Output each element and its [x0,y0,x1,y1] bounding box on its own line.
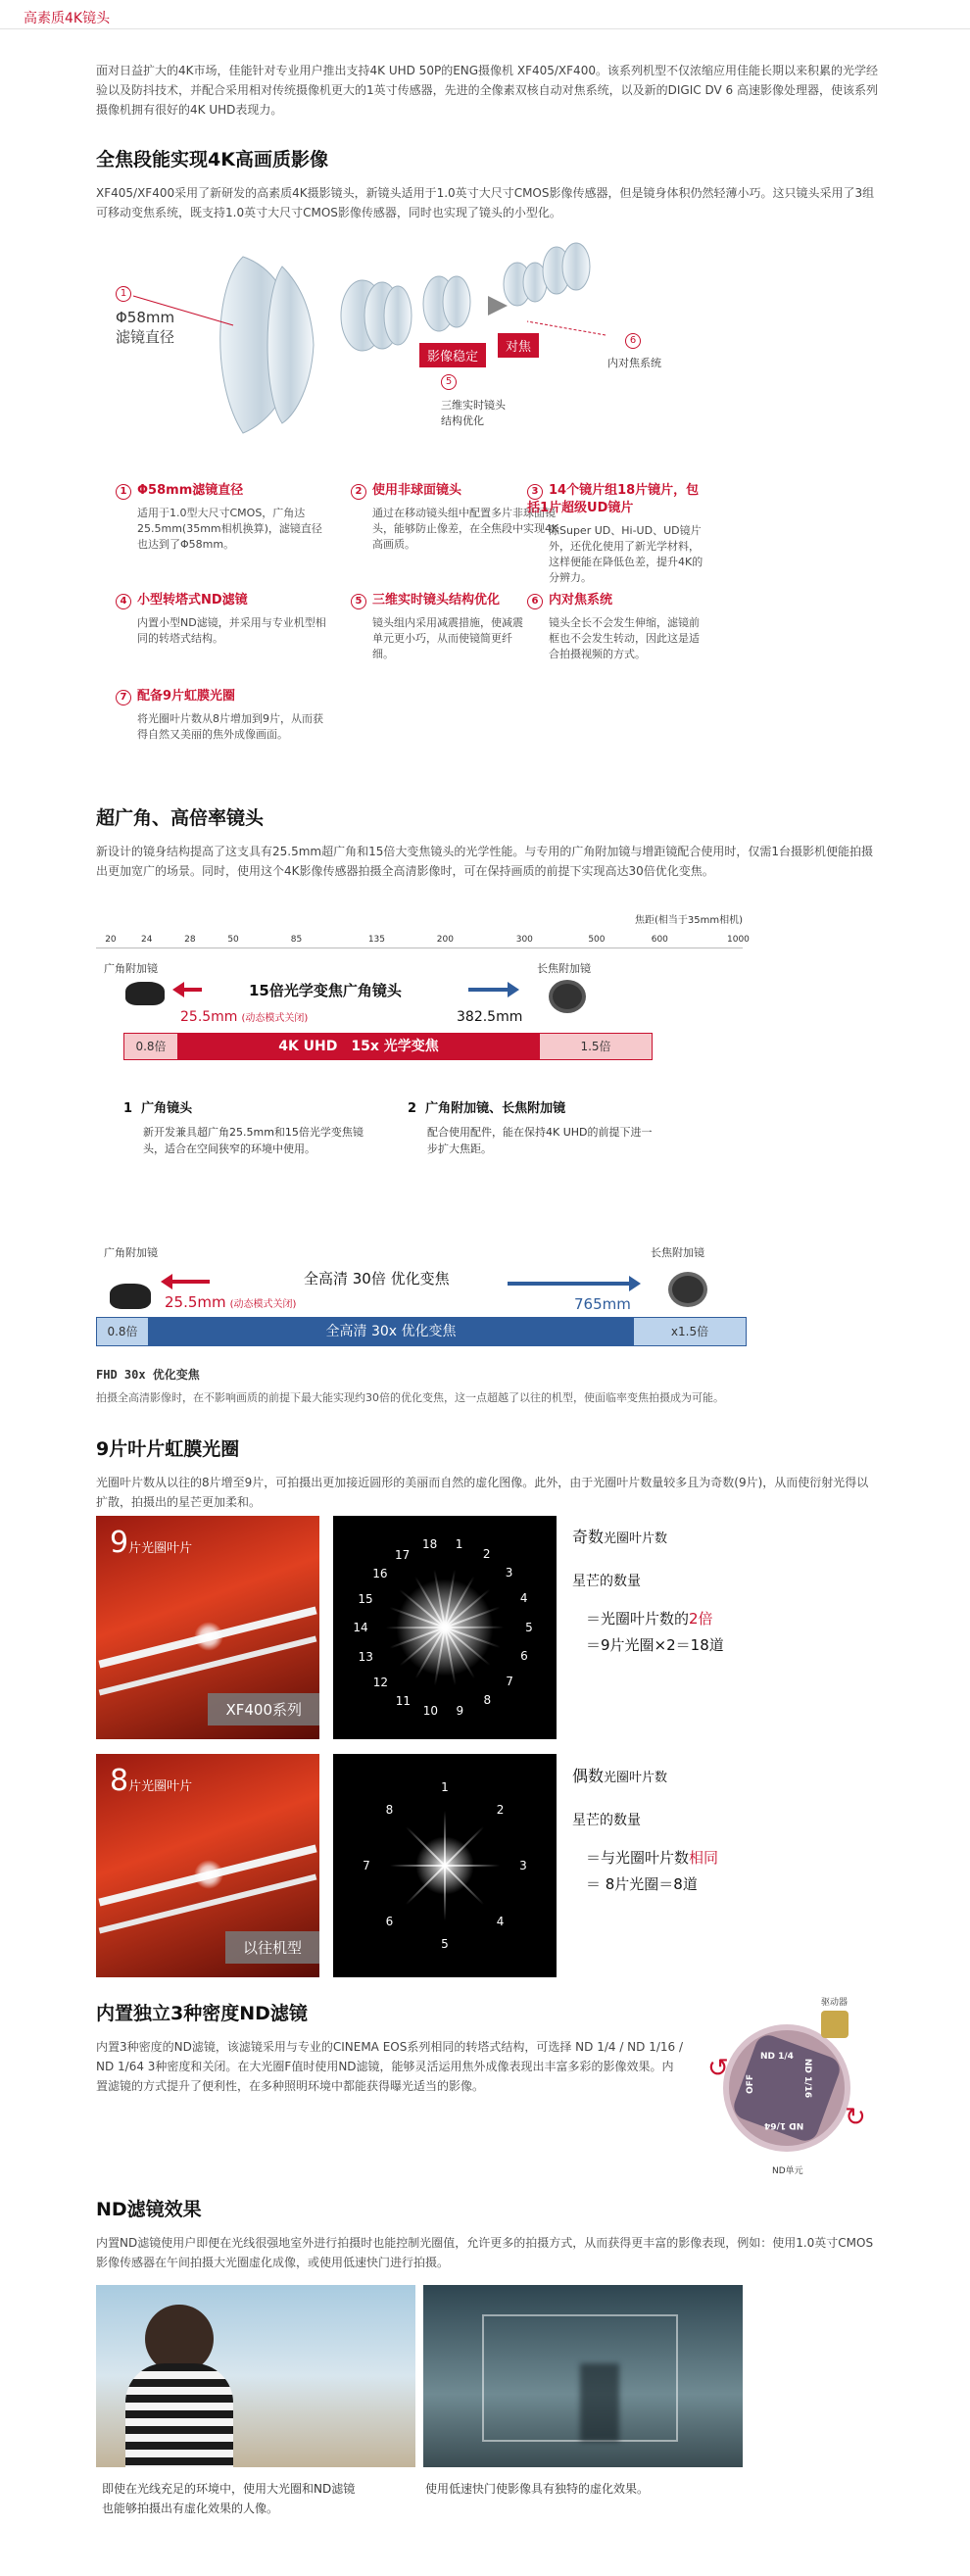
photo-crowd-motion [423,2285,743,2467]
star-ray-number: 15 [358,1591,373,1606]
page-title[interactable]: 高素质4K镜头 [24,11,111,26]
lens-section [96,145,880,222]
tele-arrow [468,988,509,992]
lens-cutaway-diagram [96,227,703,462]
zoom-section-title: 超广角、高倍率镜头 [96,807,265,829]
wide-multiplier: 0.8倍 [124,1034,177,1059]
star-ray [445,1627,504,1628]
wide-arrowhead [172,982,184,997]
nd-section-title: 内置独立3种密度ND滤镜 [96,2003,308,2024]
nd-effect-text: 内置ND滤镜使用户即便在光线很强地室外进行拍摄时也能控制光圈值，允许更多的拍摄方式，从而获得更丰富的影像表现，例如：使用1.0英寸CMOS影像传感器在午间拍摄大光圈虚化成像，或使用低速快门进行拍摄。 [96,2236,874,2269]
zoom-section [96,803,880,881]
star-ray [386,1627,445,1628]
scale-tick-label: 1000 [727,935,750,945]
zoom-diagram-fhd [96,1244,762,1352]
focal-scale [96,911,750,950]
wide-focal-value: 25.5mm (动态模式关闭) [180,1009,309,1025]
star-ray-number: 7 [363,1859,370,1872]
zoom-point: 2 广角附加镜、长焦附加镜 配合使用配件，能在保持4K UHD的前提下进一步扩大焦距。 [408,1101,653,1155]
wide-focal-value: 25.5mm (动态模式关闭) [165,1293,297,1311]
scale-tick-label: 600 [651,935,668,945]
rotate-arrow-right: ↻ [845,2103,866,2132]
star-ray-number: 14 [353,1621,368,1635]
lens-elements-illustration [96,227,703,462]
wide-converter-label: 广角附加镜 [104,1246,158,1259]
nd-unit-label: ND单元 [772,2166,803,2176]
photo-9-blades [96,1516,319,1739]
wide-arrowhead [161,1274,172,1289]
model-tag: XF400系列 [208,1693,319,1725]
zoom-section-text: 新设计的镜身结构提高了这支具有25.5mm超广角和15倍大变焦镜头的光学性能。与专用的广角附加镜与增距镜配合使用时，仅需1台摄影机便能拍摄出更加宽广的场景。同时，使用这个4K影像传感器拍摄全高清影像时，可在保持画质的前提下实现高达30倍优化变焦。 [96,845,874,878]
star-ray-number: 7 [506,1674,513,1688]
callout-6: 6 [625,333,647,349]
tele-arrowhead [508,982,519,997]
nd-filter-label: ND 1/4 [760,2052,794,2062]
scale-tick-label: 85 [290,935,303,945]
nd-effect-title: ND滤镜效果 [96,2199,202,2220]
star-ray [389,1607,445,1628]
tele-arrowhead [629,1276,641,1291]
lens-section-title: 全焦段能实现4K高画质影像 [96,149,328,170]
caption-left: 即使在光线充足的环境中，使用大光圈和ND滤镜 也能够拍摄出有虚化效果的人像。 [102,2482,356,2515]
scale-tick-label: 500 [588,935,606,945]
star-ray-number: 17 [395,1547,411,1562]
iris-section-title: 9片叶片虹膜光圈 [96,1438,240,1460]
tele-multiplier: x1.5倍 [634,1318,746,1345]
zoom-bar-fhd [96,1317,747,1346]
star-ray-number: 10 [422,1703,439,1718]
star-ray-number: 3 [519,1859,527,1872]
nd-filter-label: ND 1/16 [802,2058,813,2099]
star-ray-number: 2 [482,1547,491,1562]
wide-converter-label: 广角附加镜 [104,962,158,975]
star-ray-number: 9 [456,1703,464,1718]
wide-converter-icon [125,982,165,1005]
tele-converter-label: 长焦附加镜 [651,1246,704,1259]
drive-label: 驱动器 [821,1998,849,2008]
nd-section-text: 内置3种密度的ND滤镜，该滤镜采用与专业的CINEMA EOS系列相同的转塔式结构，可选择 ND 1/4 / ND 1/16 / ND 1/64 3种密度和关闭。在大光圈F值时使用ND滤镜，能够灵活运用焦外成像表现出丰富多彩的影像效果。内置滤镜的方式提升了便利性，在多种照明环境中都能获得曝光适当的影像。 [96,2040,684,2093]
star-ray-number: 18 [422,1537,438,1552]
iris-section [96,1434,880,1512]
feature-item: 6 内对焦系统 镜头全长不会发生伸缩，滤镜前框也不会发生转动，因此这是适合拍摄视频的方式。 [527,592,703,662]
callout-6-text: 内对焦系统 [607,357,661,369]
fhd-title: FHD 30x 优化变焦 [96,1368,200,1382]
label-focus: 对焦 [498,333,539,358]
star-ray [444,1811,446,1866]
star-ray-number: 6 [520,1649,528,1664]
callout-5: 5 [441,374,462,390]
rotate-arrow-left: ↺ [707,2054,729,2083]
star-ray-number: 8 [483,1693,492,1708]
star-ray-number: 1 [455,1537,463,1552]
scale-tick-label: 28 [184,935,196,945]
main-zoom-range: 4K UHD 15x 光学变焦 [177,1034,540,1059]
star-ray [444,1865,484,1905]
callout-5-text: 三维实时镜头 结构优化 [441,399,506,427]
star-ray-number: 13 [358,1649,373,1664]
photo-8-blades [96,1754,319,1977]
star-ray-number: 11 [395,1693,411,1708]
star-ray-number: 3 [505,1566,513,1580]
drive-gear [821,2011,849,2038]
wide-converter-icon [110,1284,151,1309]
tele-multiplier: 1.5倍 [540,1034,652,1059]
lens-section-text: XF405/XF400采用了新研发的高素质4K摄影镜头，新镜头适用于1.0英寸大尺寸CMOS影像传感器，但是镜身体积仍然轻薄小巧。这只镜头采用了3组可移动变焦系统，既支持1.0英寸大尺寸CMOS影像传感器，同时也实现了镜头的小型化。 [96,186,875,219]
wide-arrow [170,1280,210,1284]
tele-focal-value: 382.5mm [457,1009,523,1025]
star-ray-number: 8 [385,1803,394,1818]
nd-section [96,1999,684,2096]
zoom-point: 1 广角镜头 新开发兼具超广角25.5mm和15倍光学变焦镜头，适合在空间狭窄的环境中使用。 [123,1101,364,1155]
blade-count-label: 9片光圈叶片 [110,1526,193,1560]
zoom-title-4k: 15倍光学变焦广角镜头 [249,982,402,999]
star-ray-number: 12 [372,1675,388,1689]
star-ray-number: 2 [496,1803,505,1818]
callout-1: 1 [116,286,137,302]
iris-section-text: 光圈叶片数从以往的8片增至9片，可拍摄出更加接近圆形的美丽而自然的虚化图像。此外，由于光圈叶片数量较多且为奇数(9片)，从而使衍射光得以扩散，拍摄出的星芒更加柔和。 [96,1476,869,1509]
photo-portrait-beach [96,2285,415,2467]
nd-effect-section [96,2195,880,2272]
intro-paragraph: 面对日益扩大的4K市场，佳能针对专业用户推出支持4K UHD 50P的ENG摄像机 XF405/XF400。该系列机型不仅浓缩应用佳能长期以来积累的光学经验以及防抖技术，并配合采用相对传统摄像机更大的1英寸传感器，先进的全像素双核自动对焦系统，以及新的DIGIC DV 6 高速影像处理器，使该系列摄像机拥有很好的4K UHD表现力。 [96,64,878,117]
tele-arrow [508,1282,631,1286]
scale-tick-label: 135 [367,935,386,945]
feature-item: 7 配备9片虹膜光圈 将光圈叶片数从8片增加到9片，从而获得自然又美丽的焦外成像画面。 [116,688,331,743]
model-tag: 以往机型 [225,1931,319,1964]
scale-tick-label: 24 [141,935,153,945]
star-ray-number: 5 [441,1937,449,1951]
scale-tick-label: 20 [105,935,117,945]
tele-converter-label: 长焦附加镜 [537,962,591,975]
star-ray-number: 4 [496,1914,505,1928]
zoom-bar-4k [123,1033,653,1060]
star-explainer-odd: 奇数光圈叶片数 星芒的数量 ＝光圈叶片数的2倍 ＝9片光圈×2＝18道 [572,1528,724,1654]
blade-count-label: 8片光圈叶片 [110,1764,193,1798]
star-explainer-even: 偶数光圈叶片数 星芒的数量 ＝与光圈叶片数相同 ＝ 8片光圈＝8道 [572,1767,719,1893]
focal-scale-title: 焦距(相当于35mm相机) [634,915,743,926]
caption-right: 使用低速快门使影像具有独特的虚化效果。 [425,2482,650,2496]
star-ray-number: 6 [385,1914,394,1928]
scale-tick-label: 50 [227,935,239,945]
starburst-9-blades [333,1516,557,1739]
callout-1-text: Φ58mm 滤镜直径 [116,309,175,346]
star-ray [445,1865,500,1867]
feature-item: 4 小型转塔式ND滤镜 内置小型ND滤镜，并采用与专业机型相同的转塔式结构。 [116,592,331,647]
zoom-diagram-4k [96,960,664,1068]
zoom-title-fhd: 全高清 30倍 优化变焦 [304,1270,450,1288]
feature-item: 1 Φ58mm滤镜直径 适用于1.0型大尺寸CMOS，广角达25.5mm(35mm相机换算)，滤镜直径也达到了Φ58mm。 [116,482,331,553]
scale-tick-label: 300 [515,935,533,945]
feature-item: 5 三维实时镜头结构优化 镜头组内采用减震措施，使减震单元更小巧，从而使镜简更纤细。 [351,592,527,662]
nd-filter-label: OFF [745,2074,755,2094]
star-ray [406,1826,446,1867]
star-ray [406,1865,446,1905]
main-zoom-range: 全高清 30x 优化变焦 [148,1318,634,1345]
nd-filter-label: ND 1/64 [764,2120,804,2130]
star-ray-number: 1 [441,1780,449,1794]
scale-tick-label: 200 [436,935,454,945]
wide-multiplier: 0.8倍 [97,1318,148,1345]
star-ray [445,1627,501,1648]
nd-unit-illustration [703,1995,870,2191]
star-ray-number: 5 [525,1620,533,1634]
tele-focal-value: 765mm [574,1295,631,1313]
tele-converter-icon [668,1272,707,1307]
fhd-text: 拍摄全高清影像时，在不影响画质的前提下最大能实现约30倍的优化变焦，这一点超越了以往的机型，使面临率变焦拍摄成为可能。 [96,1391,724,1404]
feature-item: 2 使用非球面镜头 通过在移动镜头组中配置多片非球面镜头，能够防止像差，在全焦段中实现4K高画质。 [351,482,566,553]
star-ray-number: 4 [519,1591,528,1606]
starburst-8-blades [333,1754,557,1977]
star-ray [444,1826,484,1867]
star-ray [390,1865,445,1867]
star-ray [444,1866,446,1920]
label-image-stabilization: 影像稳定 [419,343,486,367]
star-ray-number: 16 [372,1567,388,1581]
feature-item: 3 14个镜片组18片镜片，包括1片超级UD镜片 除Super UD、Hi-UD、UD镜片外，还优化使用了新光学材料，这样便能在降低色差，提升4K的分辨力。 [527,483,703,584]
tele-converter-icon [549,980,586,1013]
page-header [0,0,970,29]
